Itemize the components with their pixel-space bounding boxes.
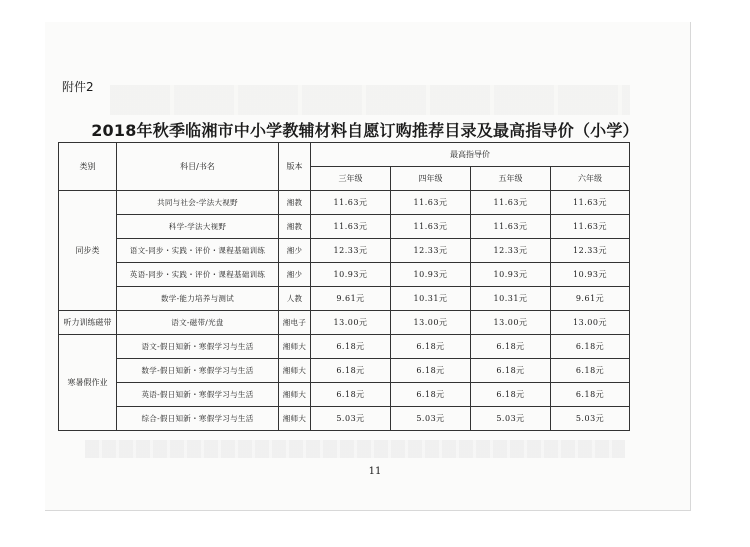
price-cell: 6.18元	[391, 359, 471, 383]
price-cell: 6.18元	[311, 359, 391, 383]
price-table	[58, 142, 630, 431]
bleed-through-title	[85, 440, 625, 458]
price-cell: 9.61元	[311, 287, 391, 311]
edition-cell: 湘教	[279, 191, 311, 215]
price-cell: 5.03元	[311, 407, 391, 431]
price-cell: 12.33元	[471, 239, 551, 263]
price-cell: 5.03元	[471, 407, 551, 431]
price-cell: 13.00元	[551, 311, 630, 335]
price-cell: 9.61元	[551, 287, 630, 311]
price-cell: 13.00元	[391, 311, 471, 335]
price-cell: 10.31元	[471, 287, 551, 311]
price-cell: 5.03元	[551, 407, 630, 431]
subject-cell: 语文-磁带/光盘	[117, 311, 279, 335]
price-cell: 6.18元	[391, 335, 471, 359]
price-cell: 6.18元	[471, 359, 551, 383]
edition-cell: 湘教	[279, 215, 311, 239]
category-cell: 寒暑假作业	[59, 335, 117, 431]
edition-cell: 湘电子	[279, 311, 311, 335]
table-row	[59, 287, 630, 311]
edition-cell: 湘少	[279, 263, 311, 287]
price-cell: 13.00元	[311, 311, 391, 335]
edition-cell: 湘师大	[279, 383, 311, 407]
price-cell: 13.00元	[471, 311, 551, 335]
price-cell: 11.63元	[471, 215, 551, 239]
header-grade-6: 六年级	[551, 167, 630, 191]
price-cell: 10.31元	[391, 287, 471, 311]
price-cell: 11.63元	[551, 191, 630, 215]
bleed-through-table	[110, 85, 630, 115]
subject-cell: 语文-同步・实践・评价・课程基础训练	[117, 239, 279, 263]
price-cell: 5.03元	[391, 407, 471, 431]
header-grade-4: 四年级	[391, 167, 471, 191]
price-cell: 11.63元	[391, 191, 471, 215]
edition-cell: 湘师大	[279, 407, 311, 431]
price-cell: 6.18元	[551, 335, 630, 359]
table-row	[59, 239, 630, 263]
category-cell: 同步类	[59, 191, 117, 311]
annex-label: 附件2	[62, 80, 94, 94]
header-max-price: 最高指导价	[311, 143, 630, 167]
table-row	[59, 359, 630, 383]
header-subject: 科目/书名	[117, 143, 279, 191]
price-cell: 11.63元	[311, 191, 391, 215]
table-row	[59, 191, 630, 215]
price-cell: 6.18元	[471, 383, 551, 407]
document-title: 2018年秋季临湘市中小学教辅材料自愿订购推荐目录及最高指导价（小学）	[91, 121, 639, 140]
table-row	[59, 263, 630, 287]
subject-cell: 综合-假日知新・寒假学习与生活	[117, 407, 279, 431]
edition-cell: 湘师大	[279, 335, 311, 359]
subject-cell: 语文-假日知新・寒假学习与生活	[117, 335, 279, 359]
edition-cell: 湘师大	[279, 359, 311, 383]
subject-cell: 数学-假日知新・寒假学习与生活	[117, 359, 279, 383]
price-cell: 6.18元	[391, 383, 471, 407]
price-cell: 10.93元	[391, 263, 471, 287]
subject-cell: 英语-假日知新・寒假学习与生活	[117, 383, 279, 407]
price-cell: 12.33元	[551, 239, 630, 263]
table-row	[59, 383, 630, 407]
subject-cell: 数学-能力培养与测试	[117, 287, 279, 311]
price-cell: 12.33元	[311, 239, 391, 263]
table-body	[59, 191, 630, 431]
table-row	[59, 335, 630, 359]
price-cell: 6.18元	[551, 359, 630, 383]
table-row	[59, 407, 630, 431]
header-category: 类别	[59, 143, 117, 191]
price-cell: 6.18元	[551, 383, 630, 407]
price-cell: 10.93元	[311, 263, 391, 287]
category-cell: 听力训练磁带	[59, 311, 117, 335]
edition-cell: 人教	[279, 287, 311, 311]
price-cell: 10.93元	[471, 263, 551, 287]
price-cell: 11.63元	[391, 215, 471, 239]
header-edition: 版本	[279, 143, 311, 191]
header-grade-5: 五年级	[471, 167, 551, 191]
subject-cell: 科学-学法大视野	[117, 215, 279, 239]
edition-cell: 湘少	[279, 239, 311, 263]
page-number: 11	[368, 466, 382, 477]
price-cell: 6.18元	[311, 383, 391, 407]
table-row	[59, 311, 630, 335]
price-cell: 6.18元	[471, 335, 551, 359]
price-cell: 12.33元	[391, 239, 471, 263]
subject-cell: 共同与社会-学法大视野	[117, 191, 279, 215]
price-cell: 11.63元	[311, 215, 391, 239]
price-cell: 6.18元	[311, 335, 391, 359]
price-cell: 10.93元	[551, 263, 630, 287]
header-grade-3: 三年级	[311, 167, 391, 191]
price-cell: 11.63元	[471, 191, 551, 215]
price-cell: 11.63元	[551, 215, 630, 239]
subject-cell: 英语-同步・实践・评价・课程基础训练	[117, 263, 279, 287]
table-row	[59, 215, 630, 239]
